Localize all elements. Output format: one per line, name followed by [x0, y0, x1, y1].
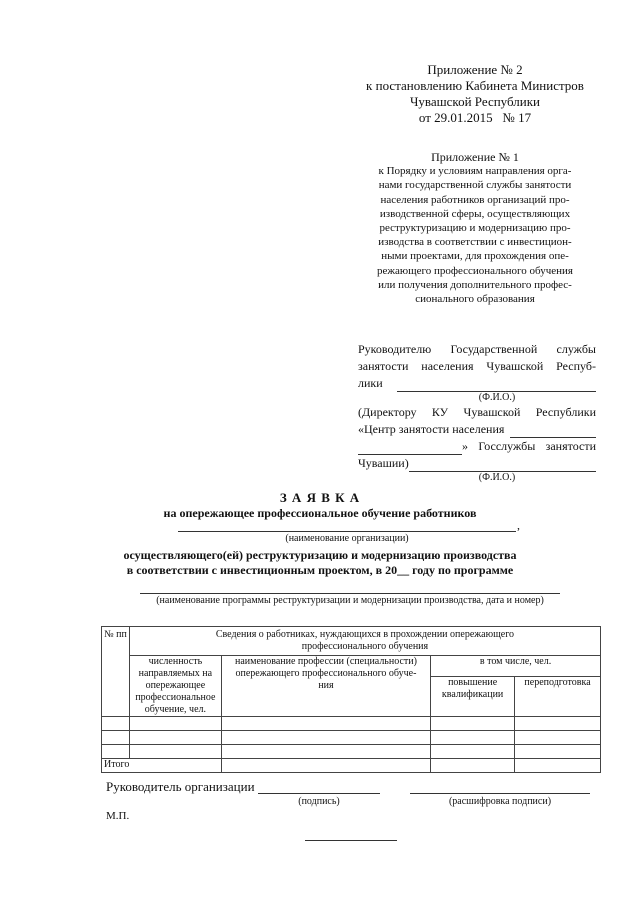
- col-count-header: численность направляемых на опережающее профессиональное обучение, чел.: [129, 656, 221, 717]
- appendix1-line: изводственной сферы, осуществляющих: [379, 207, 571, 220]
- appendix1-line: изводства в соответствии с инвестицион-: [378, 236, 572, 249]
- appendix1-line: режающего профессионального обучения: [377, 264, 573, 277]
- addressee-line5: «Центр занятости населения: [358, 422, 505, 436]
- appendix1-title: Приложение № 1: [431, 150, 519, 164]
- table-row[interactable]: [102, 717, 601, 731]
- appendix2-block: [355, 62, 595, 126]
- program-caption: (наименование программы реструктуризации и модернизации производства, дата и номер): [156, 595, 544, 606]
- appendix2-decree: к постановлению Кабинета Министров: [366, 78, 584, 93]
- table-row[interactable]: [102, 745, 601, 759]
- director-fio-field[interactable]: [409, 458, 596, 472]
- org-caption: (наименование организации): [285, 533, 409, 544]
- appendix2-republic: Чувашской Республики: [409, 94, 541, 109]
- signature-caption: (подпись): [298, 796, 340, 807]
- addressee-line4: (Директору КУ Чувашской Республики: [358, 405, 596, 419]
- appendix1-line: или получения дополнительного профес-: [378, 278, 572, 291]
- appendix1-line: населения работников организаций про-: [380, 193, 570, 206]
- center-name-field-2[interactable]: [358, 441, 462, 455]
- col-upgrade-header: повышение квалификации: [431, 676, 515, 716]
- appendix1-line: сионального образования: [415, 293, 535, 306]
- form-bold-line1: осуществляющего(ей) реструктуризацию и модернизацию производства: [123, 548, 517, 562]
- col-profession-header: наименование профессии (специальности) опережающего профессионального обуче-ния: [221, 656, 430, 717]
- program-field[interactable]: [140, 593, 560, 594]
- total-label: Итого: [102, 759, 222, 773]
- head-label: Руководитель организации: [106, 779, 255, 794]
- form-bold-line2: в соответствии с инвестиционным проектом, в 20__ году по программе: [126, 563, 514, 577]
- appendix1-line: нами государственной службы занятости: [378, 179, 572, 192]
- addressee-fio-caption-2: (Ф.И.О.): [478, 472, 516, 483]
- decode-field[interactable]: [410, 793, 590, 794]
- appendix1-block: [355, 150, 595, 306]
- addressee-line2: занятости населения Чувашской Респуб-: [358, 359, 596, 373]
- form-title: З А Я В К А: [279, 490, 361, 505]
- addressee-fio-caption: (Ф.И.О.): [478, 392, 516, 403]
- org-name-field[interactable]: [178, 531, 516, 532]
- col-num-header: № пп: [102, 627, 130, 717]
- table-total-row: [102, 759, 601, 773]
- col-retrain-header: переподготовка: [515, 676, 601, 716]
- end-divider: [305, 840, 397, 841]
- form-subtitle: на опережающее профессиональное обучение работников: [163, 506, 477, 520]
- center-name-field[interactable]: [510, 424, 596, 438]
- workers-table: [101, 626, 601, 773]
- appendix1-line: ными проектами, для прохождения опе-: [381, 250, 569, 263]
- signature-field[interactable]: [258, 793, 380, 794]
- org-comma: ,: [517, 518, 520, 532]
- table-row[interactable]: [102, 731, 601, 745]
- header-main: Сведения о работниках, нуждающихся в прохождении опережающего профессионального обучения: [129, 627, 600, 656]
- addressee-line6: » Госслужбы занятости: [462, 439, 596, 453]
- appendix1-line: реструктуризацию и модернизацию про-: [379, 222, 571, 235]
- addressee-line3: лики: [358, 376, 383, 390]
- appendix2-title: Приложение № 2: [427, 62, 523, 77]
- col-including-header: в том числе, чел.: [431, 656, 601, 677]
- stamp-label: М.П.: [106, 810, 130, 822]
- addressee-line7: Чувашии): [358, 456, 409, 470]
- addressee-block: [358, 341, 596, 484]
- addressee-line1: Руководителю Государственной службы: [358, 342, 596, 356]
- appendix1-line: к Порядку и условиям направления орга-: [378, 165, 572, 178]
- addressee-fio-field[interactable]: [397, 378, 596, 392]
- appendix2-date: от 29.01.2015 № 17: [418, 110, 532, 125]
- decode-caption: (расшифровка подписи): [448, 796, 552, 807]
